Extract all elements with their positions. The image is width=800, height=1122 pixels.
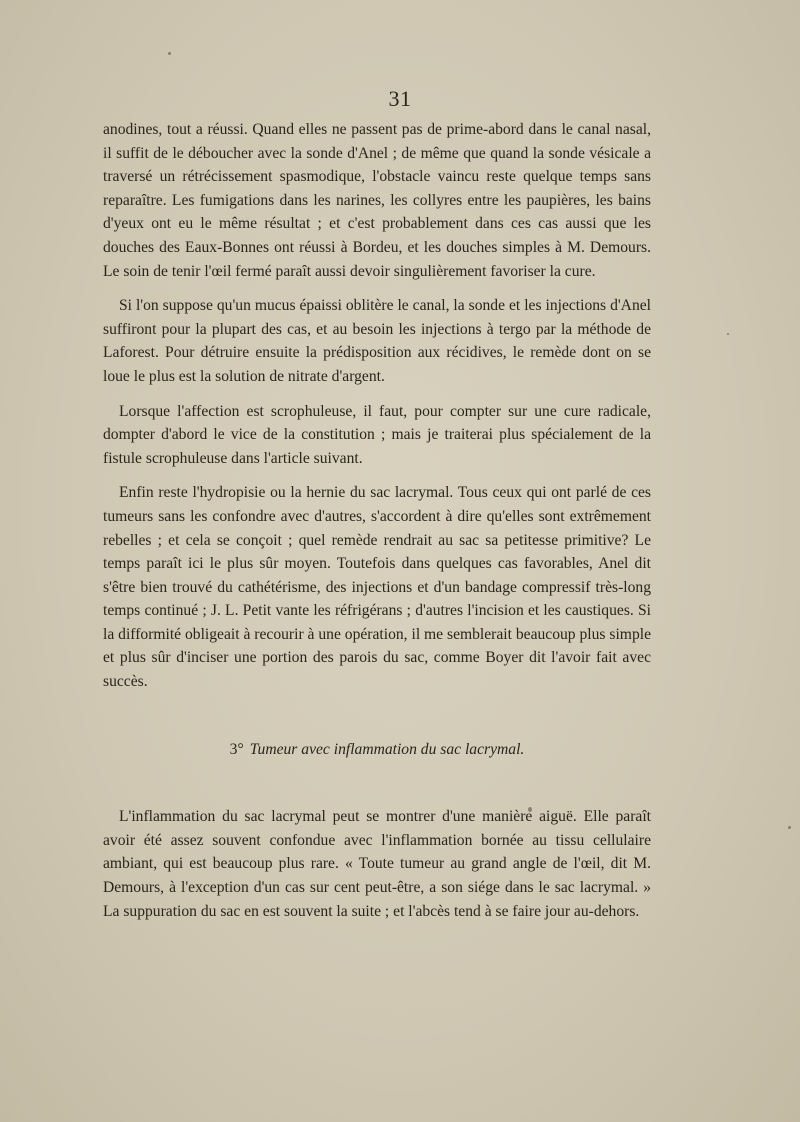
page-number: 31 (388, 86, 412, 111)
body-text (103, 118, 651, 934)
paper-spot (788, 826, 791, 829)
section-number: 3° (229, 740, 244, 758)
paper-spot (168, 52, 171, 55)
paper-spot (727, 333, 729, 335)
paragraph: Lorsque l'affection est scrophuleuse, il faut, pour compter sur une cure radicale, dompter d'abord le vice de la constitution ; mais je traiterai plus spécialement de la fistule scrophuleuse dans l'article suivant. (103, 402, 651, 467)
paragraph: Enfin reste l'hydropisie ou la hernie du sac lacrymal. Tous ceux qui ont parlé de ces tumeurs sans les confondre avec d'autres, s'accordent à dire qu'elles sont extrêmement rebelles ; et cela se conçoit ; quel remède rendrait au sac sa petitesse primitive? Le temps paraît ici le plus sûr moyen. Toutefois dans quelques cas favorables, Anel dit s'être bien trouvé du cathétérisme, des injections et d'un bandage compressif très-long temps continué ; J. L. Petit vante les réfrigérans ; d'autres l'incision et les caustiques. Si la difformité obligeait à recourir à une opération, il me semblerait beaucoup plus simple et plus sûr d'inciser une portion des parois du sac, comme Boyer dit l'avoir fait avec succès. (103, 484, 651, 691)
paragraph: anodines, tout a réussi. Quand elles ne passent pas de prime-abord dans le canal nasal, il suffit de le déboucher avec la sonde d'Anel ; de même que quand la sonde vésicale a traversé un rétrécissement spasmodique, l'obstacle vaincu reste quelque temps sans reparaître. Les fumigations dans les narines, les collyres entre les paupières, les bains d'yeux ont eu le même résultat ; et c'est probablement dans ces cas aussi que les douches des Eaux-Bonnes ont réussi à Bordeu, et les douches simples à M. Demours. Le soin de tenir l'œil fermé paraît aussi devoir singulièrement favoriser la cure. (103, 121, 651, 280)
section-title: Tumeur avec inflammation du sac lacrymal. (249, 740, 525, 758)
paragraph: L'inflammation du sac lacrymal peut se montrer d'une manière aiguë. Elle paraît avoir été assez souvent confondue avec l'inflammation bornée au tissu cellulaire ambiant, qui est beaucoup plus rare. « Toute tumeur au grand angle de l'œil, dit M. Demours, à l'exception d'un cas sur cent peut-être, a son siége dans le sac lacrymal. » La suppuration du sac en est souvent la suite ; et l'abcès tend à se faire jour au-dehors. (103, 808, 651, 920)
section-heading (103, 738, 651, 762)
paragraph: Si l'on suppose qu'un mucus épaissi oblitère le canal, la sonde et les injections d'Anel suffiront pour la plupart des cas, et au besoin les injections à tergo par la méthode de Laforest. Pour détruire ensuite la prédisposition aux récidives, le remède dont on se loue le plus est la solution de nitrate d'argent. (103, 297, 651, 385)
